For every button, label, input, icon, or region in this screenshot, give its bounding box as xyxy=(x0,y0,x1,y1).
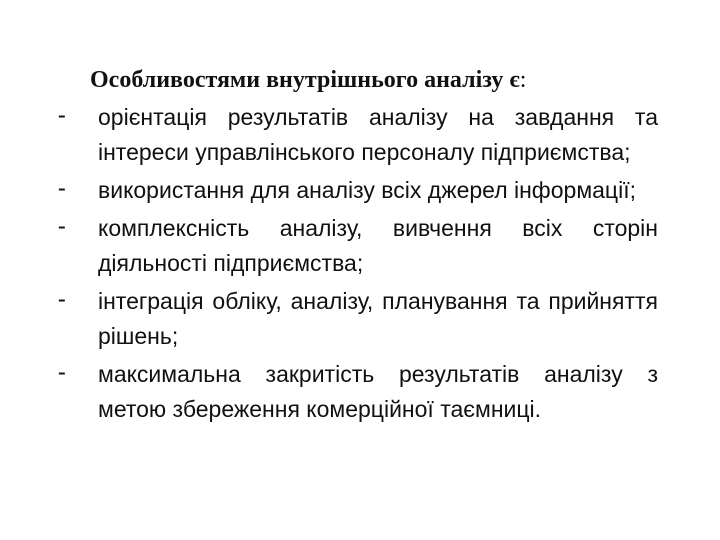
bullet-dash-icon: - xyxy=(58,175,66,200)
list-item xyxy=(58,100,658,170)
list-item-text: максимальна закритість результатів аналізу з метою збереження комерційної таємниці. xyxy=(98,361,658,422)
list-item xyxy=(58,211,658,281)
bullet-dash-icon: - xyxy=(58,359,66,384)
slide-title-text: Особливостями внутрішнього аналізу є xyxy=(90,67,520,93)
slide-title xyxy=(90,64,526,96)
bullet-list xyxy=(58,100,658,430)
list-item-text: комплексність аналізу, вивчення всіх сторін діяльності підприємства; xyxy=(98,215,658,276)
list-item xyxy=(58,357,658,427)
bullet-dash-icon: - xyxy=(58,286,66,311)
list-item xyxy=(58,173,658,208)
list-item xyxy=(58,284,658,354)
list-item-text: інтеграція обліку, аналізу, планування та прийняття рішень; xyxy=(98,288,658,349)
slide-title-colon: : xyxy=(519,67,527,93)
list-item-text: використання для аналізу всіх джерел інформації; xyxy=(98,177,636,203)
bullet-dash-icon: - xyxy=(58,102,66,127)
list-item-text: орієнтація результатів аналізу на завдання та інтереси управлінського персоналу підприємства; xyxy=(98,104,658,165)
bullet-dash-icon: - xyxy=(58,213,66,238)
